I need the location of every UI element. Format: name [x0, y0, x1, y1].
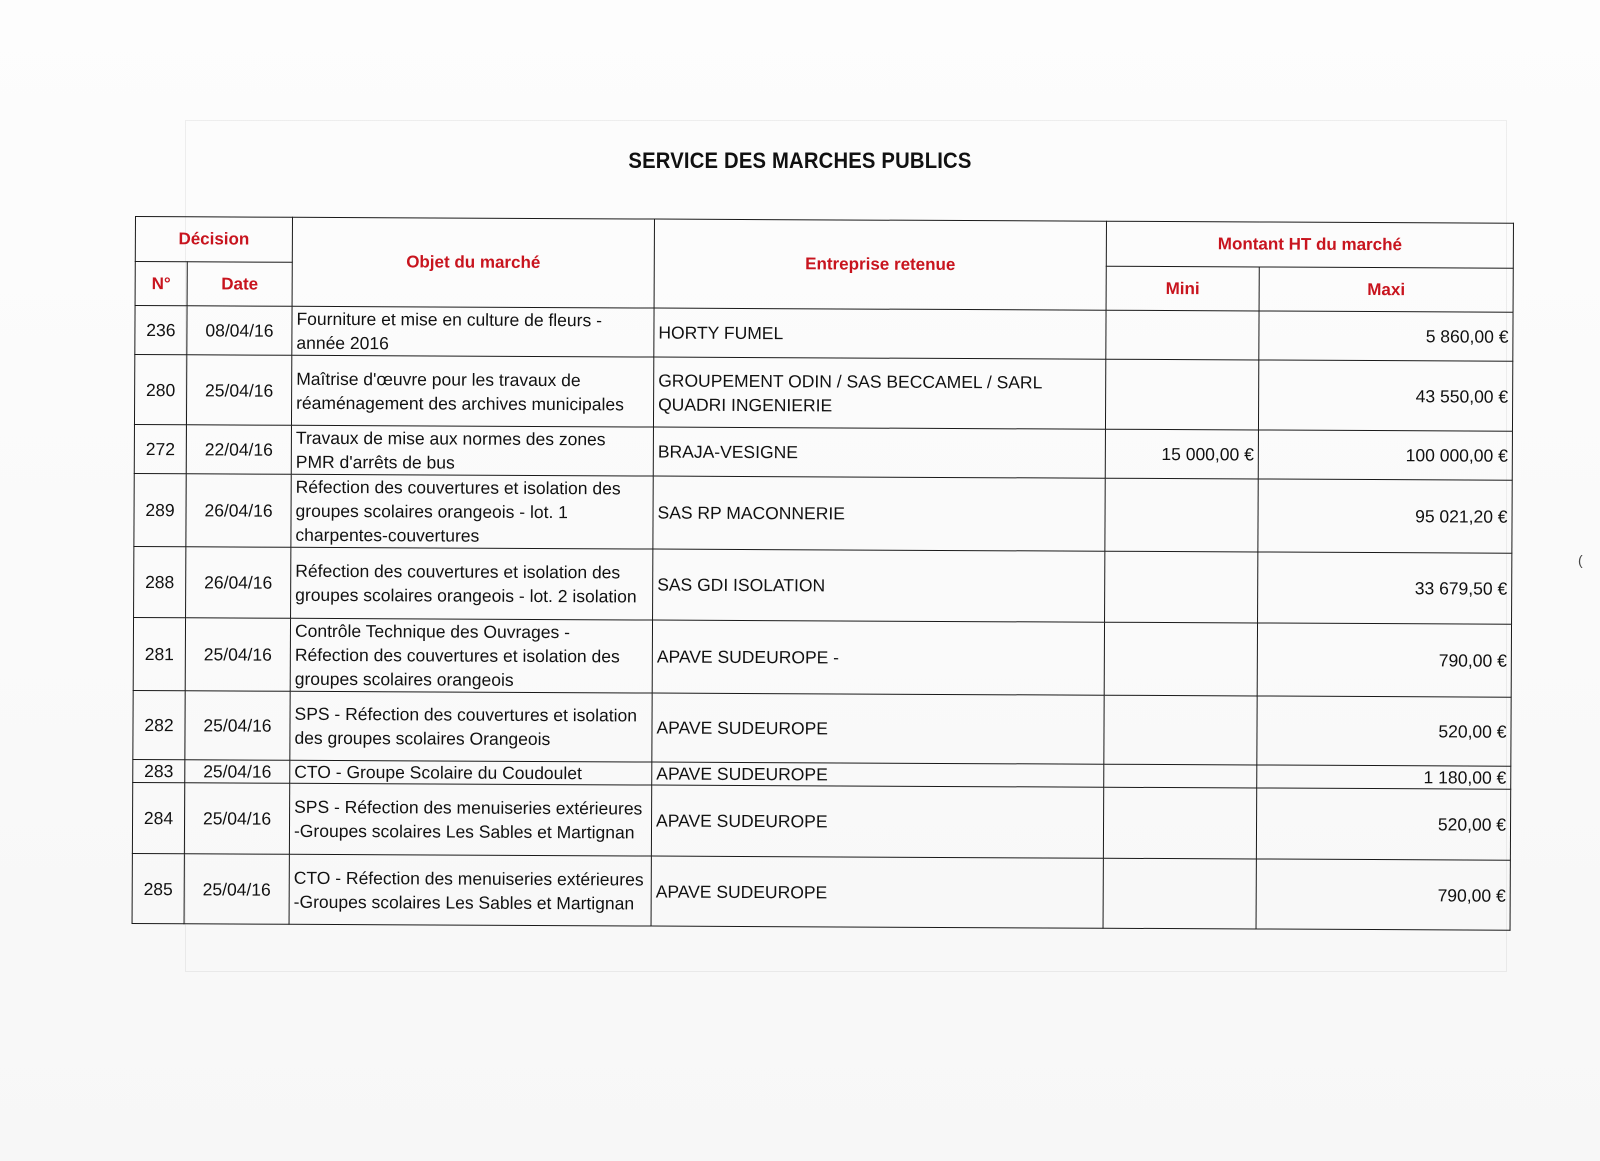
header-date: Date [187, 262, 292, 307]
row-entreprise: APAVE SUDEUROPE [651, 856, 1103, 928]
table-row [135, 306, 1513, 362]
row-date: 08/04/16 [187, 306, 292, 356]
row-mini: 15 000,00 € [1105, 429, 1258, 479]
row-objet: Contrôle Technique des Ouvrages - Réfection des couvertures et isolation des groupes scolaires orangeois [290, 618, 652, 693]
scan-edge-mark: ( [1578, 552, 1583, 568]
row-mini [1103, 787, 1256, 859]
row-objet: Travaux de mise aux normes des zones PMR d'arrêts de bus [291, 425, 653, 476]
row-mini [1104, 695, 1257, 765]
marches-table [132, 216, 1514, 931]
row-maxi: 33 679,50 € [1258, 552, 1512, 624]
table-row [134, 355, 1512, 432]
row-objet: SPS - Réfection des menuiseries extérieures -Groupes scolaires Les Sables et Martignan [289, 783, 651, 856]
row-num: 236 [135, 306, 187, 355]
header-objet: Objet du marché [292, 217, 654, 308]
table-row [134, 546, 1512, 624]
table-header [135, 217, 1513, 313]
row-num: 272 [134, 424, 186, 473]
row-num: 282 [133, 690, 185, 759]
row-num: 283 [133, 759, 185, 782]
row-date: 25/04/16 [186, 355, 291, 426]
header-mini: Mini [1106, 266, 1259, 311]
table-body [132, 306, 1513, 931]
table-row [134, 424, 1512, 480]
row-objet: Réfection des couvertures et isolation des groupes scolaires orangeois - lot. 1 charpentes-couvertures [291, 474, 653, 549]
row-maxi: 1 180,00 € [1257, 765, 1511, 789]
row-maxi: 100 000,00 € [1258, 430, 1512, 480]
row-mini [1105, 478, 1258, 552]
row-entreprise: APAVE SUDEUROPE [652, 762, 1104, 787]
row-maxi: 95 021,20 € [1258, 479, 1512, 553]
page-title: SERVICE DES MARCHES PUBLICS [628, 148, 972, 173]
row-objet: Fourniture et mise en culture de fleurs - année 2016 [292, 306, 654, 357]
row-mini [1105, 551, 1258, 623]
row-mini [1103, 858, 1256, 929]
header-entreprise: Entreprise retenue [654, 219, 1106, 310]
row-entreprise: BRAJA-VESIGNE [653, 427, 1105, 478]
row-maxi: 790,00 € [1257, 623, 1511, 697]
row-entreprise: HORTY FUMEL [654, 308, 1106, 359]
row-maxi: 43 550,00 € [1258, 360, 1512, 431]
row-entreprise: GROUPEMENT ODIN / SAS BECCAMEL / SARL QUADRI INGENIERIE [653, 357, 1105, 429]
row-entreprise: APAVE SUDEUROPE [652, 693, 1104, 764]
row-objet: Maîtrise d'œuvre pour les travaux de réaménagement des archives municipales [291, 355, 653, 427]
row-entreprise: APAVE SUDEUROPE [651, 785, 1103, 858]
table-row [134, 473, 1512, 553]
table-row [132, 853, 1510, 930]
row-entreprise: SAS RP MACONNERIE [653, 476, 1105, 551]
row-num: 281 [133, 617, 185, 690]
row-date: 25/04/16 [184, 854, 289, 925]
table-row [133, 690, 1511, 766]
row-entreprise: SAS GDI ISOLATION [653, 549, 1105, 622]
row-objet: CTO - Réfection des menuiseries extérieures -Groupes scolaires Les Sables et Martignan [289, 854, 651, 926]
table-row [133, 617, 1511, 697]
row-objet: Réfection des couvertures et isolation des groupes scolaires orangeois - lot. 2 isolation [291, 547, 653, 620]
row-mini [1106, 310, 1259, 360]
row-maxi: 520,00 € [1257, 696, 1511, 766]
row-mini [1105, 359, 1258, 430]
row-objet: SPS - Réfection des couvertures et isolation des groupes scolaires Orangeois [290, 691, 652, 762]
header-decision: Décision [135, 217, 292, 263]
row-maxi: 790,00 € [1256, 859, 1510, 930]
row-maxi: 5 860,00 € [1259, 311, 1513, 361]
header-num: N° [135, 262, 187, 306]
row-date: 26/04/16 [186, 547, 291, 619]
row-mini [1104, 764, 1257, 788]
row-date: 26/04/16 [186, 474, 291, 548]
header-maxi: Maxi [1259, 267, 1513, 312]
row-num: 285 [132, 853, 184, 923]
row-num: 280 [134, 355, 186, 425]
row-date: 22/04/16 [186, 425, 291, 475]
row-num: 288 [134, 546, 186, 617]
row-num: 284 [132, 782, 184, 853]
row-entreprise: APAVE SUDEUROPE - [652, 620, 1104, 695]
row-num: 289 [134, 473, 186, 546]
row-objet: CTO - Groupe Scolaire du Coudoulet [290, 760, 652, 785]
row-maxi: 520,00 € [1256, 788, 1510, 860]
row-date: 25/04/16 [184, 783, 289, 855]
row-date: 25/04/16 [185, 691, 290, 761]
table-row [132, 782, 1510, 860]
row-mini [1104, 622, 1257, 696]
header-montant: Montant HT du marché [1106, 221, 1513, 268]
row-date: 25/04/16 [185, 618, 290, 692]
row-date: 25/04/16 [185, 760, 290, 784]
